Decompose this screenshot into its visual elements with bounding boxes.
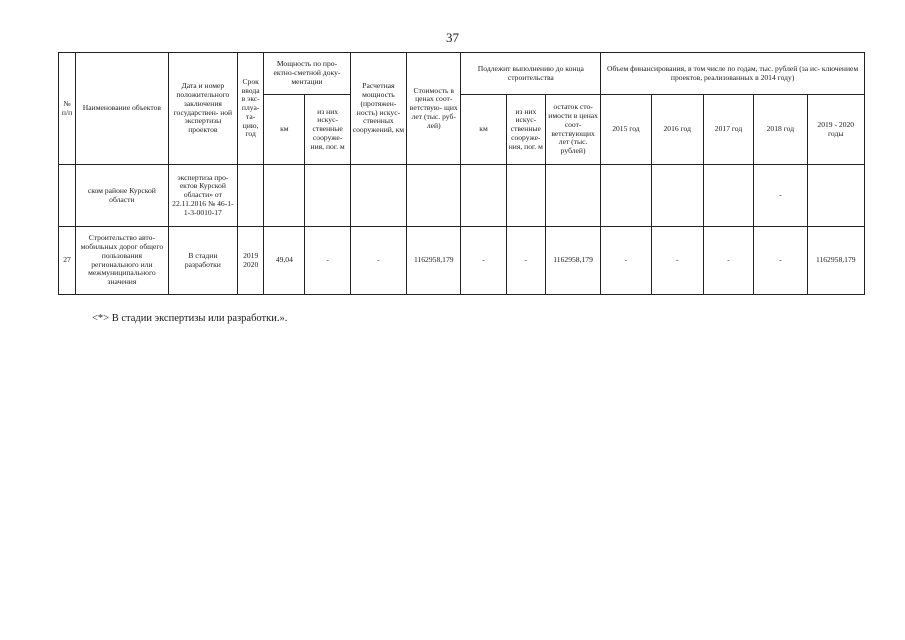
cell-name: Строительство авто- мобильных дорог общего пользования регионального или межмуниципального значения bbox=[76, 227, 169, 295]
objects-table bbox=[58, 52, 865, 295]
col-art-header: из них искус- ственные сооруже- ния, пог. м bbox=[305, 95, 350, 165]
cell-km bbox=[264, 165, 305, 227]
cell-km2: - bbox=[461, 227, 506, 295]
cell-num bbox=[59, 165, 76, 227]
cell-2016: - bbox=[651, 227, 703, 295]
col-km-header: км bbox=[264, 95, 305, 165]
cell-2016 bbox=[651, 165, 703, 227]
col-date-header: Дата и номер положительного заключения государствен- ной экспертизы проектов bbox=[168, 53, 237, 165]
footnote: <*> В стадии экспертизы или разработки.». bbox=[92, 313, 288, 324]
cell-num: 27 bbox=[59, 227, 76, 295]
header-row bbox=[59, 53, 865, 95]
col-capacity-header: Мощность по про- ектно-сметной доку- ментации bbox=[264, 53, 351, 95]
cell-art bbox=[305, 165, 350, 227]
cell-calc: - bbox=[350, 227, 406, 295]
cell-km: 49,04 bbox=[264, 227, 305, 295]
cell-cost bbox=[407, 165, 461, 227]
page-number: 37 bbox=[446, 30, 459, 45]
cell-calc bbox=[350, 165, 406, 227]
cell-2015 bbox=[601, 165, 651, 227]
cell-name: ском районе Курской области bbox=[76, 165, 169, 227]
col-calc-capacity-header: Расчетная мощность (протяжен- ность) искус- ственных сооружений, км bbox=[350, 53, 406, 165]
cell-2018: - bbox=[754, 165, 807, 227]
cell-remaining bbox=[545, 165, 600, 227]
cell-2017 bbox=[703, 165, 753, 227]
cell-art: - bbox=[305, 227, 350, 295]
cell-km2 bbox=[461, 165, 506, 227]
cell-remaining: 1162958,179 bbox=[545, 227, 600, 295]
col-2019-header: 2019 - 2020 годы bbox=[807, 95, 865, 165]
col-term-header: Срок ввода в экс- плуа- та- цию, год bbox=[238, 53, 264, 165]
col-art2-header: из них искус- ственные сооруже- ния, пог. м bbox=[506, 95, 545, 165]
col-2017-header: 2017 год bbox=[703, 95, 753, 165]
col-num-header: № п/п bbox=[59, 53, 76, 165]
cell-2018: - bbox=[754, 227, 807, 295]
cell-date: В стадии разработки bbox=[168, 227, 237, 295]
cell-2019 bbox=[807, 165, 865, 227]
table-row bbox=[59, 227, 865, 295]
col-name-header: Наименование объектов bbox=[76, 53, 169, 165]
col-remaining-header: остаток сто- имости в ценах соот- ветствующих лет (тыс. рублей) bbox=[545, 95, 600, 165]
cell-art2: - bbox=[506, 227, 545, 295]
col-2018-header: 2018 год bbox=[754, 95, 807, 165]
cell-2019: 1162958,179 bbox=[807, 227, 865, 295]
cell-art2 bbox=[506, 165, 545, 227]
col-2016-header: 2016 год bbox=[651, 95, 703, 165]
col-2015-header: 2015 год bbox=[601, 95, 651, 165]
col-cost-header: Стоимость в ценах соот- ветствую- щих лет (тыс. руб- лей) bbox=[407, 53, 461, 165]
table-row bbox=[59, 165, 865, 227]
cell-term bbox=[238, 165, 264, 227]
cell-cost: 1162958,179 bbox=[407, 227, 461, 295]
cell-2017: - bbox=[703, 227, 753, 295]
cell-term: 2019 2020 bbox=[238, 227, 264, 295]
cell-2015: - bbox=[601, 227, 651, 295]
col-to-complete-header: Подлежит выполнению до конца строительства bbox=[461, 53, 601, 95]
col-financing-header: Объем финансирования, в том числе по годам, тыс. рублей (за ис- ключением проектов, реализованных в 2014 году) bbox=[601, 53, 865, 95]
cell-date: экспертиза про- ектов Курской области» от 22.11.2016 № 46-1-1-3-0010-17 bbox=[168, 165, 237, 227]
col-km2-header: км bbox=[461, 95, 506, 165]
